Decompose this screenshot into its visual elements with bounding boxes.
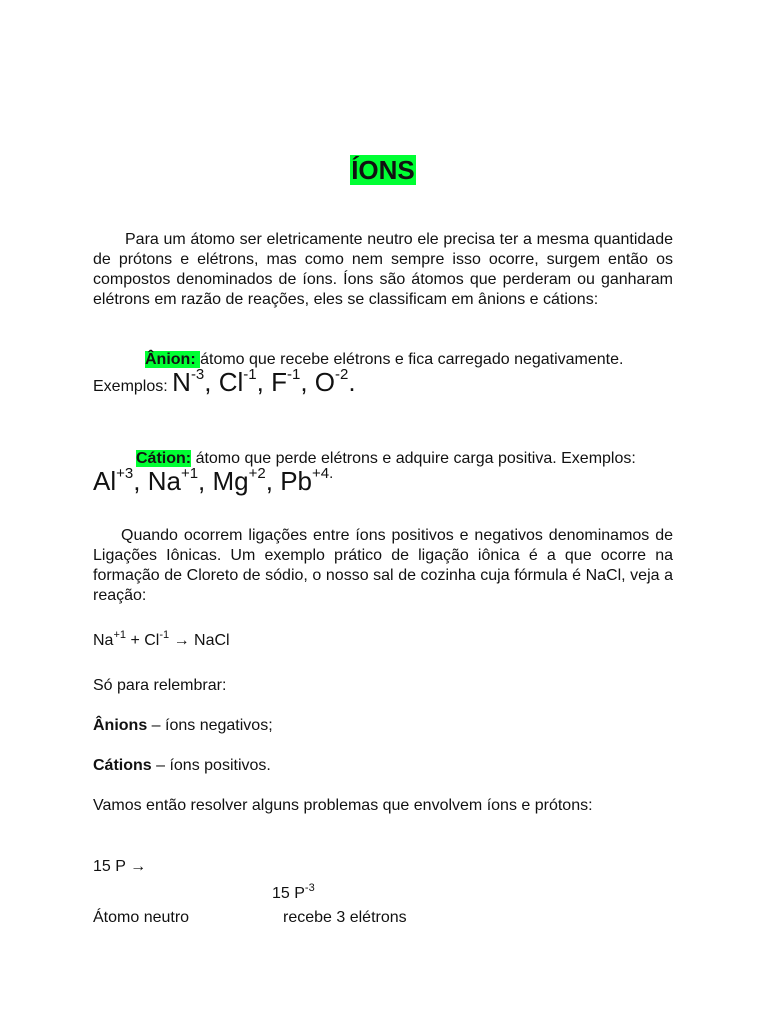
- separator: ,: [265, 466, 281, 496]
- separator: ,: [133, 466, 148, 496]
- reaction-arrow: →: [169, 632, 195, 649]
- example-caption-right: recebe 3 elétrons: [283, 909, 407, 926]
- intro-paragraph: [93, 230, 673, 310]
- ion-symbol: F: [271, 367, 287, 397]
- separator: ,: [204, 367, 219, 397]
- intro-text: Para um átomo ser eletricamente neutro ele precisa ter a mesma quantidade de prótons e elétrons, mas como nem sempre isso ocorre, surgem então os compostos denominados de íons. Íons são átomos que perderam ou ganharam elétrons em razão de reações, eles se classificam em ânions e cátions:: [93, 231, 673, 308]
- page-title: ÍONS: [351, 155, 415, 185]
- example-caption-left: Átomo neutro: [93, 909, 190, 926]
- ion-symbol: N: [172, 367, 191, 397]
- anions-def: – íons negativos;: [147, 717, 273, 734]
- anion-examples: [172, 367, 355, 397]
- reaction-equation: [93, 627, 230, 655]
- ion-charge: +1: [180, 465, 199, 482]
- anions-definition-line: [93, 716, 273, 736]
- reactant-a: Na: [93, 632, 114, 649]
- ion-charge: -2: [335, 366, 349, 383]
- separator: ,: [198, 466, 213, 496]
- anion-label: Ânion:: [145, 351, 201, 368]
- separator: ,: [300, 367, 315, 397]
- ion-symbol: Cl: [218, 367, 244, 397]
- ion-charge: +4.: [312, 465, 334, 482]
- ion-symbol: Pb: [280, 466, 312, 496]
- ion-charge: +3: [116, 465, 134, 482]
- ionic-bond-paragraph: [93, 526, 673, 606]
- ion-charge: -1: [243, 366, 257, 383]
- cations-definition-line: [93, 756, 271, 776]
- problems-intro: Vamos então resolver alguns problemas que envolvem íons e prótons:: [93, 797, 593, 814]
- reactant-b: Cl: [144, 632, 160, 649]
- title-wrapper: [93, 155, 673, 185]
- plus-sign: +: [126, 632, 145, 649]
- cation-label: Cátion:: [136, 450, 192, 467]
- anion-definition: [93, 350, 673, 397]
- ion-symbol: Mg: [212, 466, 249, 496]
- example-right: [272, 884, 315, 904]
- reaction-product: NaCl: [194, 632, 230, 649]
- ion-charge: +2: [248, 465, 266, 482]
- reactant-a-charge: +1: [113, 629, 126, 641]
- anion-examples-line: [93, 366, 673, 397]
- cations-term: Cátions: [93, 757, 152, 774]
- ionic-bond-text: Quando ocorrem ligações entre íons positivos e negativos denominamos de Ligações Iônicas. Um exemplo prático de ligação iônica é a que ocorre na formação de Cloreto de sódio, o nosso sal de cozinha cuja fórmula é NaCl, veja a reação:: [93, 527, 673, 604]
- separator: .: [348, 367, 356, 397]
- cation-definition: [93, 449, 673, 496]
- example-left: 15 P →: [93, 858, 147, 875]
- example-right-charge: -3: [304, 882, 315, 894]
- anion-examples-label: Exemplos:: [93, 378, 168, 395]
- ion-charge: -1: [286, 366, 301, 383]
- reactant-b-charge: -1: [159, 629, 170, 641]
- ion-symbol: O: [314, 367, 336, 397]
- recall-line: Só para relembrar:: [93, 677, 227, 694]
- ion-symbol: Na: [147, 466, 181, 496]
- cations-def: – íons positivos.: [151, 757, 271, 774]
- example-right-symbol: 15 P: [272, 885, 305, 902]
- separator: ,: [256, 367, 272, 397]
- anions-term: Ânions: [93, 717, 148, 734]
- anion-text: átomo que recebe elétrons e fica carregado negativamente.: [200, 351, 624, 368]
- cation-examples: [93, 465, 673, 496]
- ion-symbol: Al: [93, 466, 117, 496]
- ion-charge: -3: [190, 366, 205, 383]
- cation-text: átomo que perde elétrons e adquire carga positiva. Exemplos:: [195, 450, 636, 467]
